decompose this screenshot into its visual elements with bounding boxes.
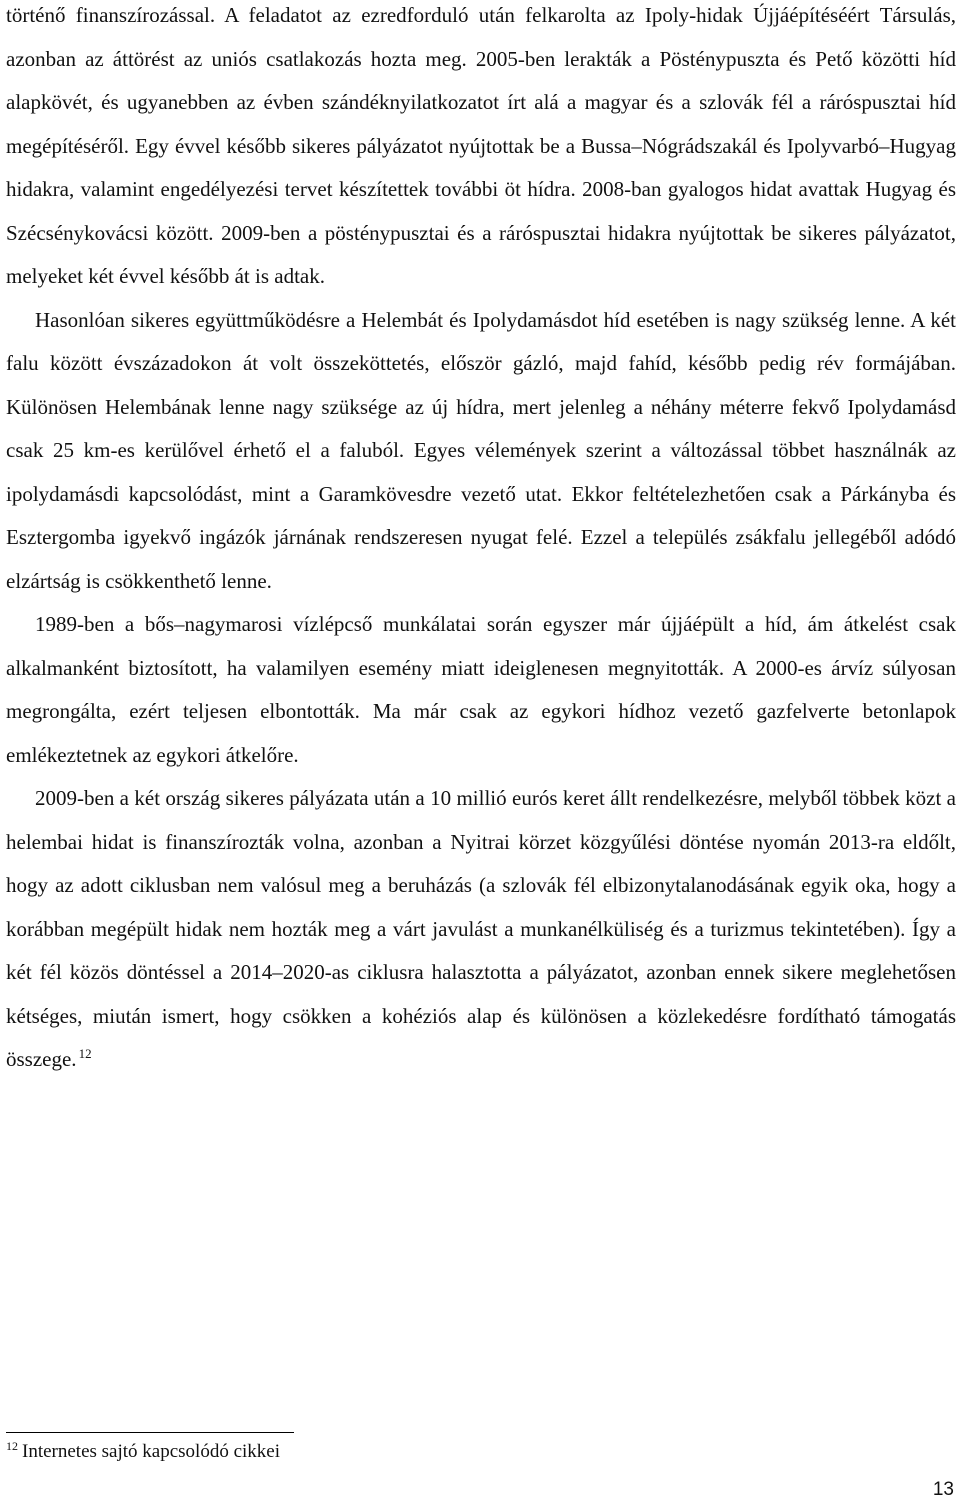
paragraph-4 [6, 777, 956, 1082]
paragraph-2-text: Hasonlóan sikeres együttműködésre a Helembát és Ipolydamásdot híd esetében is nagy szükség lenne. A két falu között évszázadokon át volt összeköttetés, először gázló, majd fahíd, később pedig rév formájában. Különösen Helembának lenne nagy szüksége az új hídra, mert jelenleg a néhány méterre fekvő Ipolydamásd csak 25 km-es kerülővel érhető el a faluból. Egyes vélemények szerint a változással többet használnák az ipolydamásdi kapcsolódást, mint a Garamkövesdre vezető utat. Ekkor feltételezhetően csak a Párkányba és Esztergomba igyekvő ingázók járnának rendszeresen nyugat felé. Ezzel a település zsákfalu jellegéből adódó elzártság is csökkenthető lenne. [6, 307, 956, 593]
footnote-text: Internetes sajtó kapcsolódó cikkei [22, 1441, 281, 1462]
paragraph-2 [6, 299, 956, 604]
paragraph-1 [6, 0, 956, 299]
paragraph-1-text: történő finanszírozással. A feladatot az ezredforduló után felkarolta az Ipoly-hidak Újjáépítéséért Társulás, azonban az áttörést az uniós csatlakozás hozta meg. 2005-ben lerakták a Pösténypuszta és Pető közötti híd alapkövét, és ugyanebben az évben szándéknyilatkozatot írt alá a magyar és a szlovák fél a ráróspusztai híd megépítéséről. Egy évvel később sikeres pályázatot nyújtottak be a Bussa–Nógrádszakál és Ipolyvarbó–Hugyag hidakra, valamint engedélyezési tervet készítettek további öt hídra. 2008-ban gyalogos hidat avattak Hugyag és Szécsénykovácsi között. 2009-ben a pösténypusztai és a ráróspusztai hidakra nyújtottak be sikeres pályázatot, melyeket két évvel később át is adtak. [6, 3, 956, 288]
page-number: 13 [932, 1479, 954, 1500]
footnote-number: 12 [6, 1438, 18, 1453]
paragraph-4-text: 2009-ben a két ország sikeres pályázata után a 10 millió eurós keret állt rendelkezésre, melyből többek közt a helembai hidat is finanszírozták volna, azonban a Nyitrai körzet közgyűlési döntése nyomán 2013-ra eldőlt, hogy az adott ciklusban nem valósul meg a beruházás (a szlovák fél elbizonytalanodásának egyik oka, hogy a korábban megépült hidak nem hozták meg a várt javulást a munkanélküliség és a turizmus tekintetében). Így a két fél közös döntéssel a 2014–2020-as ciklusra halasztotta a pályázatot, azonban ennek sikere meglehetősen kétséges, miután ismert, hogy csökken a kohéziós alap és különösen a közlekedésre fordítható támogatás összege. [6, 786, 956, 1071]
body-text [6, 0, 956, 1082]
footnote-divider [6, 1432, 294, 1433]
paragraph-3 [6, 603, 956, 777]
footnote-reference[interactable]: 12 [78, 1046, 92, 1061]
paragraph-3-text: 1989-ben a bős–nagymarosi vízlépcső munkálatai során egyszer már újjáépült a híd, ám átkelést csak alkalmanként biztosított, ha valamilyen esemény miatt ideiglenesen megnyitották. A 2000-es árvíz súlyosan megrongálta, ezért teljesen elbontották. Ma már csak az egykori hídhoz vezető gazfelverte betonlapok emlékeztetnek az egykori átkelőre. [6, 612, 956, 767]
footnote [6, 1440, 280, 1464]
